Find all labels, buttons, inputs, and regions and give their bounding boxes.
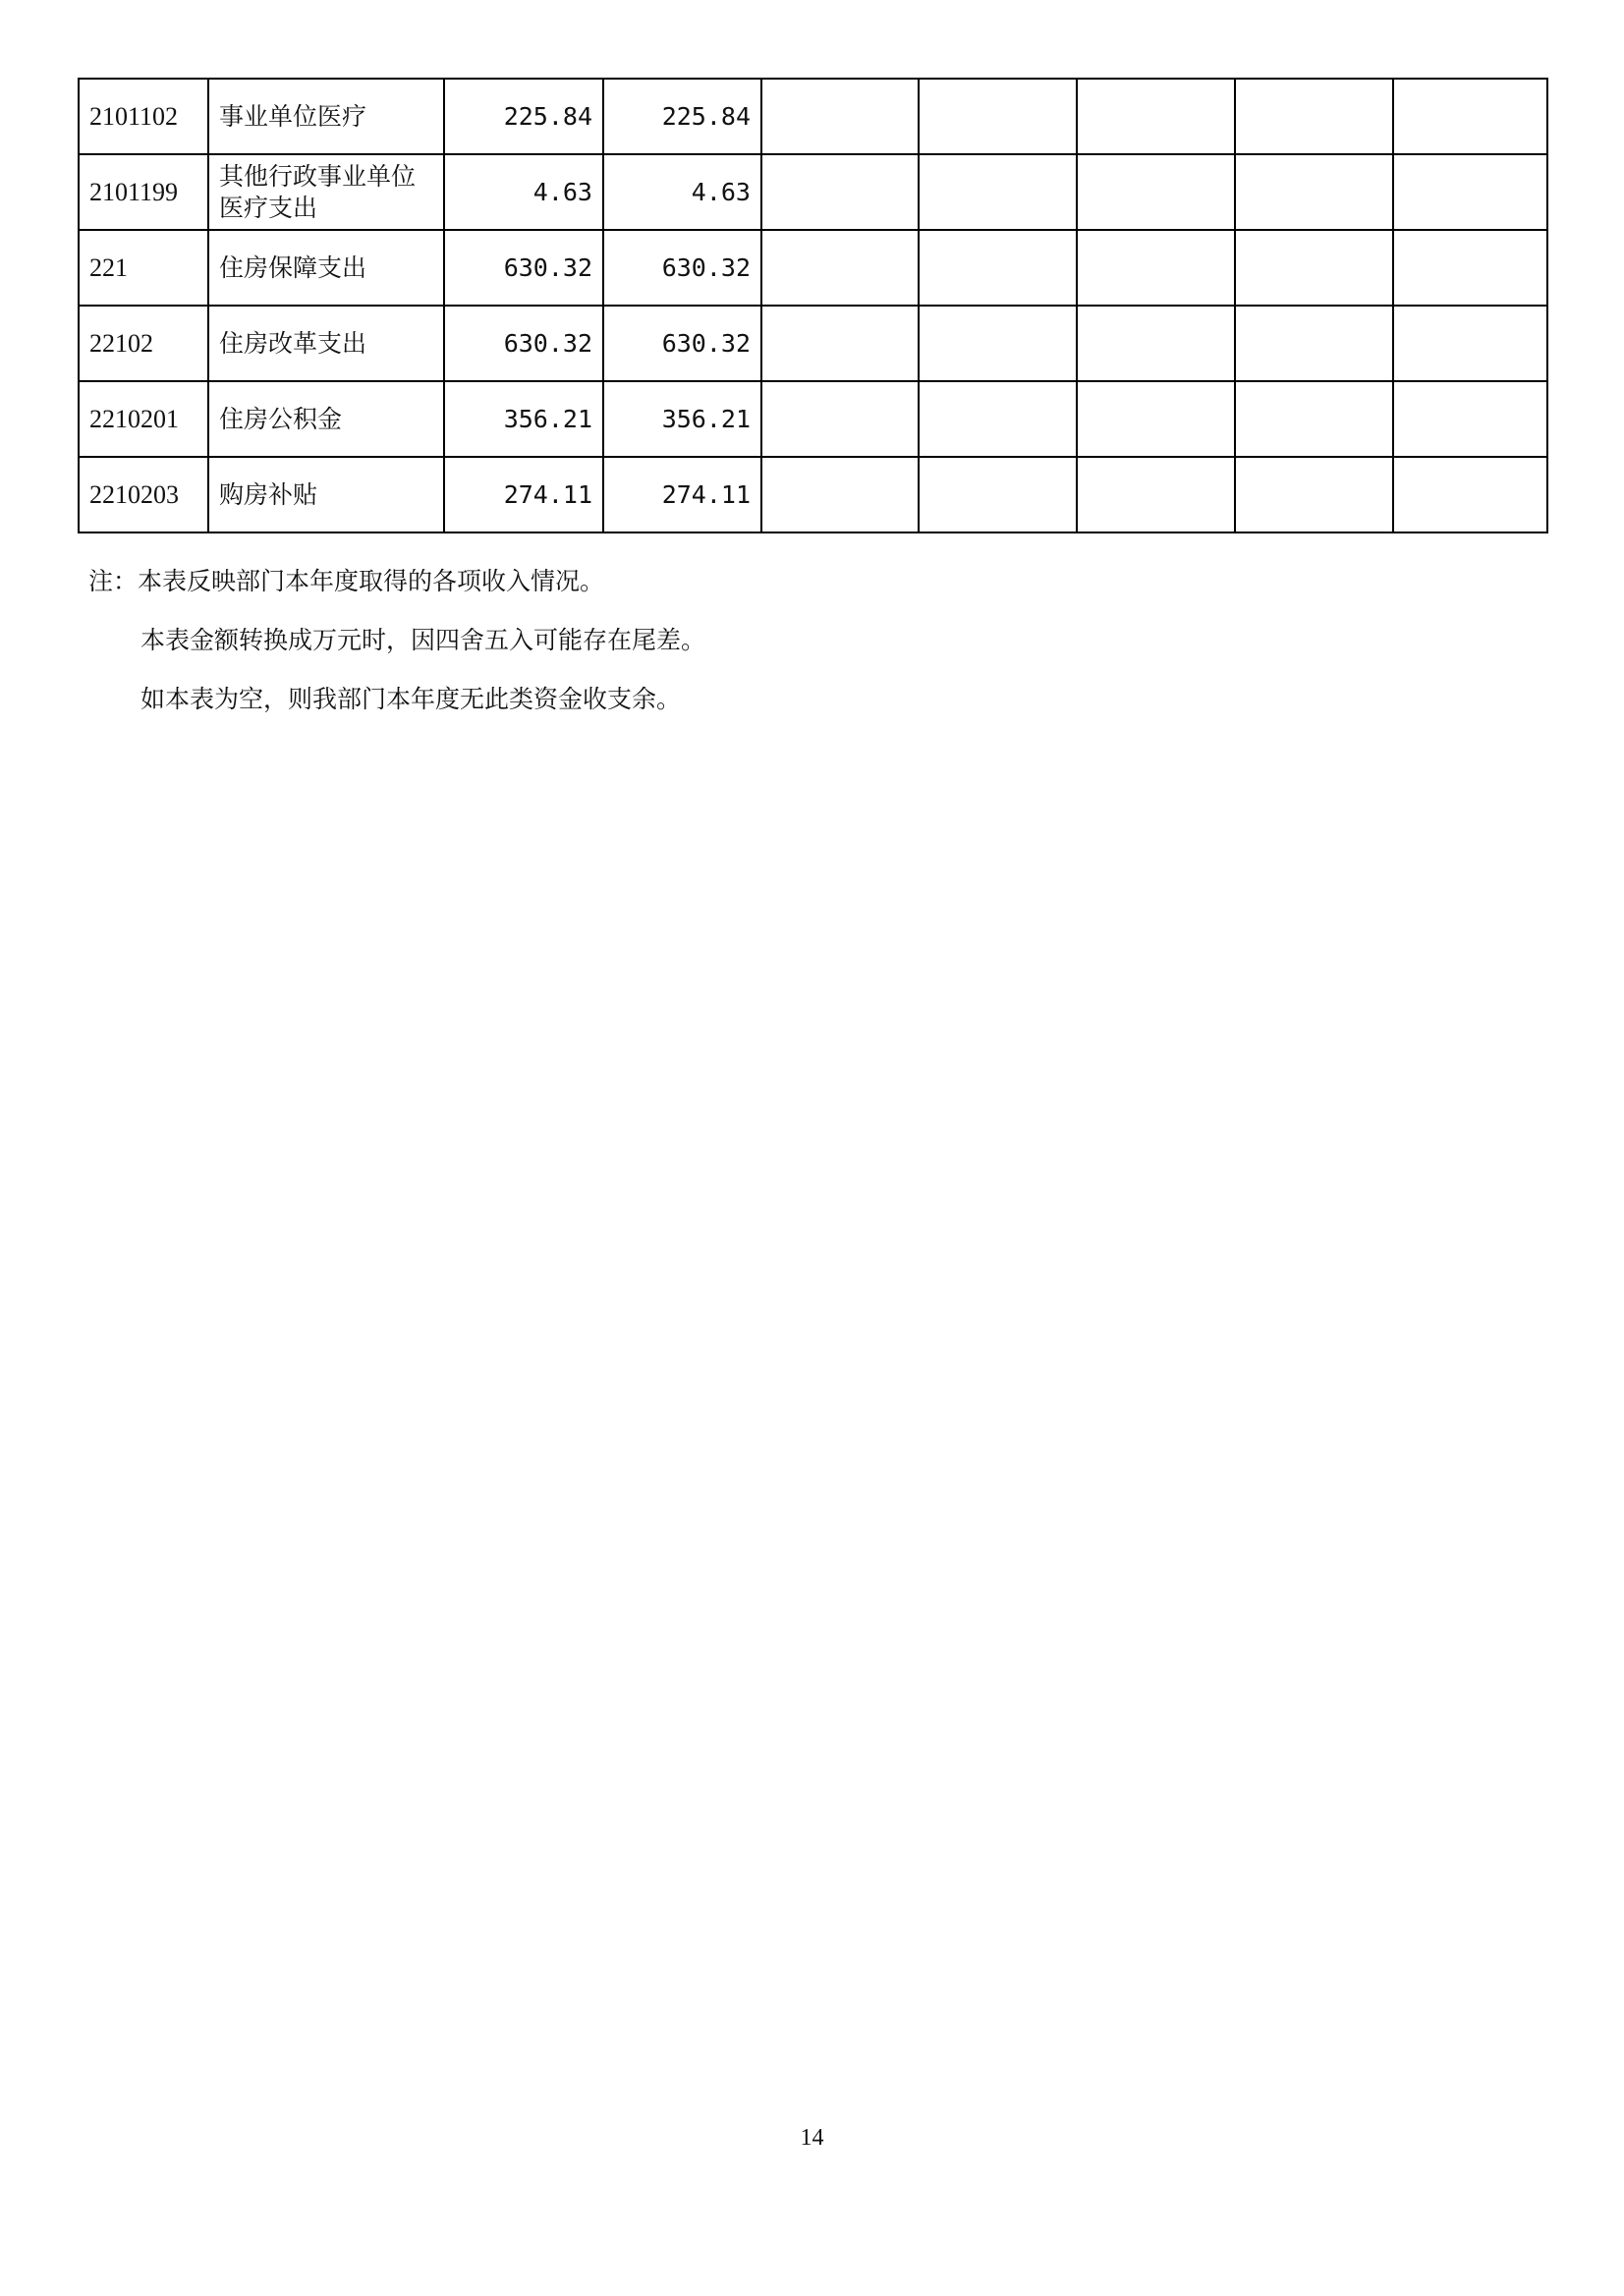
table-row bbox=[79, 306, 1547, 381]
table-row bbox=[79, 381, 1547, 457]
empty-cell bbox=[1393, 154, 1547, 230]
row-total: 630.32 bbox=[444, 230, 603, 306]
row-value: 630.32 bbox=[603, 230, 761, 306]
row-name: 住房公积金 bbox=[208, 381, 444, 457]
table-row bbox=[79, 154, 1547, 230]
empty-cell bbox=[1235, 457, 1393, 532]
budget-table bbox=[78, 78, 1548, 533]
empty-cell bbox=[919, 306, 1077, 381]
empty-cell bbox=[1077, 381, 1235, 457]
empty-cell bbox=[919, 79, 1077, 154]
row-code: 221 bbox=[79, 230, 208, 306]
row-name: 其他行政事业单位医疗支出 bbox=[208, 154, 444, 230]
row-value: 274.11 bbox=[603, 457, 761, 532]
table-row bbox=[79, 230, 1547, 306]
empty-cell bbox=[1235, 381, 1393, 457]
row-value: 630.32 bbox=[603, 306, 761, 381]
empty-cell bbox=[919, 457, 1077, 532]
row-code: 22102 bbox=[79, 306, 208, 381]
empty-cell bbox=[1077, 230, 1235, 306]
empty-cell bbox=[761, 381, 919, 457]
row-value: 225.84 bbox=[603, 79, 761, 154]
empty-cell bbox=[1077, 79, 1235, 154]
row-value: 4.63 bbox=[603, 154, 761, 230]
empty-cell bbox=[1393, 381, 1547, 457]
empty-cell bbox=[761, 457, 919, 532]
table-row bbox=[79, 457, 1547, 532]
note-line: 如本表为空，则我部门本年度无此类资金收支余。 bbox=[140, 685, 682, 713]
row-name: 购房补贴 bbox=[208, 457, 444, 532]
row-total: 630.32 bbox=[444, 306, 603, 381]
empty-cell bbox=[1235, 79, 1393, 154]
table-notes bbox=[88, 552, 705, 729]
empty-cell bbox=[761, 79, 919, 154]
empty-cell bbox=[761, 230, 919, 306]
empty-cell bbox=[919, 154, 1077, 230]
empty-cell bbox=[1077, 457, 1235, 532]
note-line: 注：本表反映部门本年度取得的各项收入情况。 bbox=[88, 567, 605, 595]
row-code: 2101102 bbox=[79, 79, 208, 154]
empty-cell bbox=[1393, 79, 1547, 154]
table-row bbox=[79, 79, 1547, 154]
row-total: 225.84 bbox=[444, 79, 603, 154]
empty-cell bbox=[1393, 230, 1547, 306]
row-total: 4.63 bbox=[444, 154, 603, 230]
row-code: 2210201 bbox=[79, 381, 208, 457]
page-number: 14 bbox=[800, 2125, 824, 2151]
row-name: 住房改革支出 bbox=[208, 306, 444, 381]
row-name: 住房保障支出 bbox=[208, 230, 444, 306]
empty-cell bbox=[761, 154, 919, 230]
row-name: 事业单位医疗 bbox=[208, 79, 444, 154]
empty-cell bbox=[1077, 154, 1235, 230]
row-code: 2210203 bbox=[79, 457, 208, 532]
row-total: 356.21 bbox=[444, 381, 603, 457]
row-total: 274.11 bbox=[444, 457, 603, 532]
row-code: 2101199 bbox=[79, 154, 208, 230]
empty-cell bbox=[761, 306, 919, 381]
empty-cell bbox=[1077, 306, 1235, 381]
empty-cell bbox=[919, 381, 1077, 457]
empty-cell bbox=[1235, 154, 1393, 230]
empty-cell bbox=[1235, 306, 1393, 381]
empty-cell bbox=[1393, 457, 1547, 532]
empty-cell bbox=[1235, 230, 1393, 306]
note-line: 本表金额转换成万元时，因四舍五入可能存在尾差。 bbox=[140, 626, 706, 654]
row-value: 356.21 bbox=[603, 381, 761, 457]
empty-cell bbox=[1393, 306, 1547, 381]
empty-cell bbox=[919, 230, 1077, 306]
